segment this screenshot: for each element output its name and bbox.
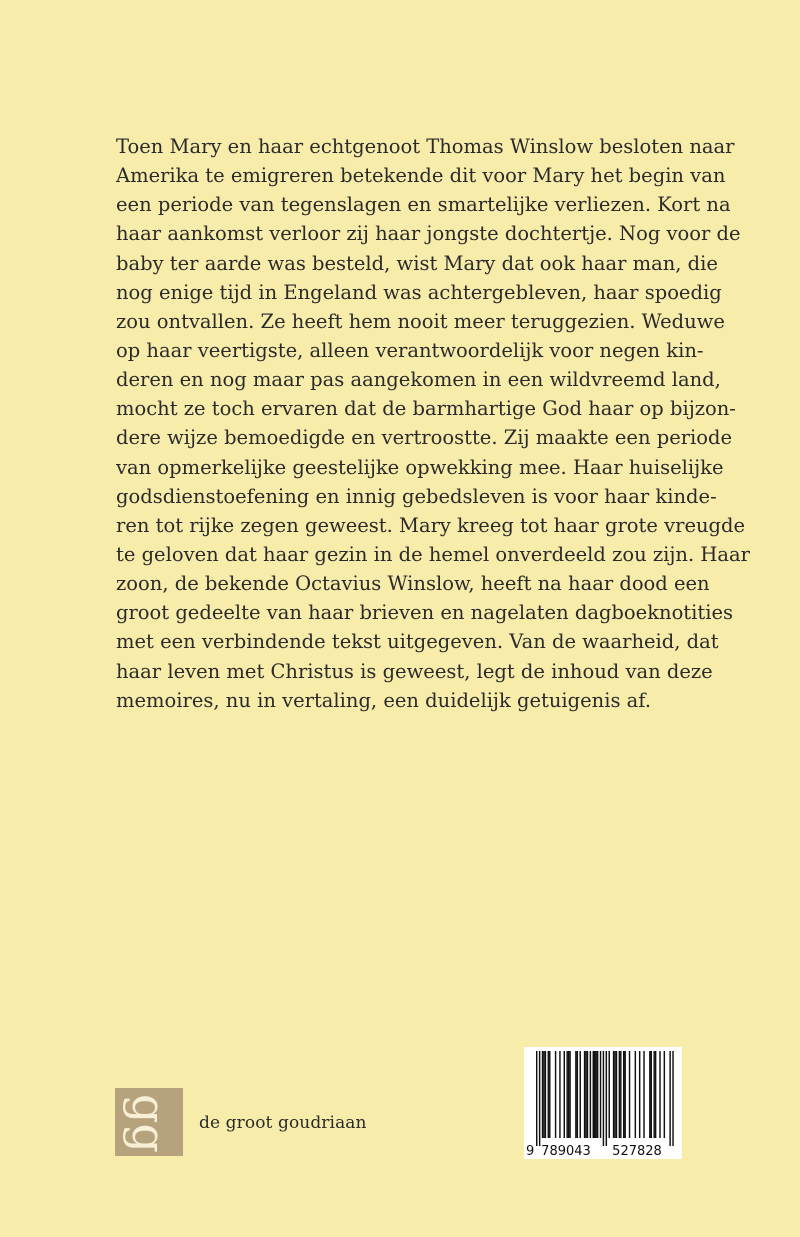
barcode-bar (595, 1051, 596, 1138)
barcode-bar (655, 1051, 656, 1138)
barcode-bar (659, 1051, 660, 1138)
blurb-line: nog enige tijd in Engeland was achtergebleven, haar spoedig (116, 280, 722, 304)
barcode-bar (564, 1051, 565, 1138)
barcode-bar (616, 1051, 617, 1138)
publisher-logo-glyph: gg (122, 1094, 176, 1153)
barcode-bar (609, 1051, 610, 1138)
blurb-line: haar leven met Christus is geweest, legt de inhoud van deze (116, 659, 713, 683)
blurb-line: dere wijze bemoedigde en vertroostte. Zij maakte een periode (116, 426, 733, 450)
barcode-bar (593, 1051, 594, 1138)
barcode-bar (594, 1051, 595, 1138)
barcode-bar (643, 1051, 644, 1138)
isbn-prefix-digit: 9 (526, 1144, 535, 1159)
barcode-bar (569, 1051, 570, 1138)
barcode-bar (623, 1051, 624, 1138)
blurb-line: te geloven dat haar gezin in de hemel onverdeeld zou zijn. Haar (116, 542, 750, 566)
barcode-bar (584, 1051, 585, 1138)
barcode-bar (619, 1051, 620, 1138)
barcode-bar (536, 1051, 537, 1146)
barcode-bar (600, 1051, 601, 1138)
barcode-bar (543, 1051, 544, 1138)
barcode-bar (568, 1051, 569, 1138)
barcode-bar (651, 1051, 652, 1138)
blurb-line: een periode van tegenslagen en smartelijke verliezen. Kort na (116, 193, 731, 217)
blurb-line: groot gedeelte van haar brieven en nagelaten dagboeknotities (116, 601, 734, 625)
barcode-bar (614, 1051, 615, 1138)
blurb-line: baby ter aarde was besteld, wist Mary dat ook haar man, die (116, 251, 718, 275)
blurb-line: van opmerkelijke geestelijke opwekking mee. Haar huiselijke (116, 455, 724, 479)
barcode-bar (635, 1051, 636, 1138)
blurb-line: op haar veertigste, alleen verantwoordelijk voor negen kin- (116, 338, 704, 362)
barcode-bar (613, 1051, 614, 1138)
barcode-bars (536, 1051, 674, 1146)
barcode-bar (585, 1051, 586, 1138)
blurb-line: zou ontvallen. Ze heeft hem nooit meer teruggezien. Weduwe (116, 309, 725, 333)
barcode-bar (653, 1051, 654, 1138)
barcode-bar (603, 1051, 604, 1146)
barcode-bar (649, 1051, 650, 1138)
blurb-line: Toen Mary en haar echtgenoot Thomas Winslow besloten naar (116, 135, 735, 158)
blurb-text (116, 132, 750, 715)
blurb-line: deren en nog maar pas aangekomen in een wildvreemd land, (116, 368, 721, 392)
barcode-bar (624, 1051, 625, 1138)
barcode-bar (559, 1051, 560, 1138)
barcode-bar (566, 1051, 567, 1138)
blurb-line: ren tot rijke zegen geweest. Mary kreeg tot haar grote vreugde (116, 513, 746, 537)
barcode-bar (555, 1051, 556, 1138)
barcode-bar (664, 1051, 665, 1138)
blurb-line: mocht ze toch ervaren dat de barmhartige God haar op bijzon- (116, 397, 736, 421)
barcode-bar (606, 1051, 607, 1146)
isbn-right-group: 527828 (612, 1144, 662, 1159)
publisher-name: de groot goudriaan (199, 1113, 367, 1133)
blurb-line: haar aankomst verloor zij haar jongste dochtertje. Nog voor de (116, 222, 741, 246)
blurb-line: memoires, nu in vertaling, een duidelijk getuigenis af. (116, 688, 652, 712)
barcode-bar (597, 1051, 598, 1138)
publisher-logo (115, 1088, 183, 1156)
barcode-bar (545, 1051, 546, 1138)
barcode-bar (590, 1051, 591, 1138)
blurb-line: Amerika te emigreren betekende dit voor Mary het begin van (116, 164, 726, 188)
barcode-bar (539, 1051, 540, 1146)
barcode-bar (669, 1051, 670, 1146)
barcode-bar (639, 1051, 640, 1138)
barcode-bar (580, 1051, 581, 1138)
blurb-line: godsdienstoefening en innig gebedsleven is voor haar kinde- (116, 484, 717, 508)
barcode-bar (587, 1051, 588, 1138)
barcode-bar (549, 1051, 550, 1138)
isbn-left-group: 789043 (541, 1144, 591, 1159)
barcode-bar (629, 1051, 630, 1138)
barcode-bar (548, 1051, 549, 1138)
barcode-bar (575, 1051, 576, 1138)
blurb-line: zoon, de bekende Octavius Winslow, heeft na haar dood een (116, 572, 710, 596)
barcode-bar (542, 1051, 543, 1138)
barcode-bar (577, 1051, 578, 1138)
barcode-bar (672, 1051, 673, 1146)
isbn-barcode (524, 1047, 682, 1159)
blurb-line: met een verbindende tekst uitgegeven. Van de waarheid, dat (116, 630, 719, 654)
barcode-bar (620, 1051, 621, 1138)
